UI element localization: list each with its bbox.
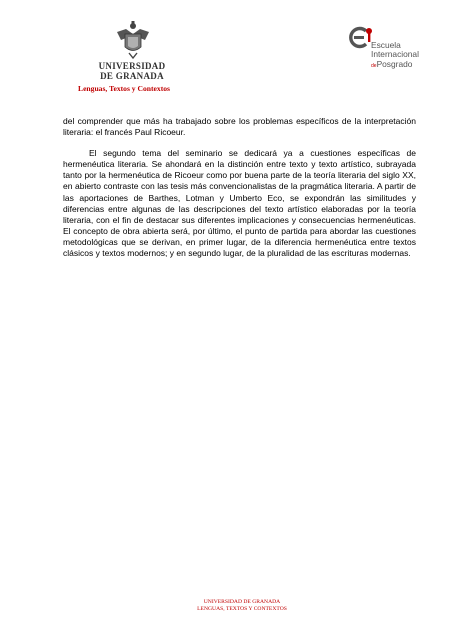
program-title: Lenguas, Textos y Contextos bbox=[78, 84, 170, 93]
escuela-line3 bbox=[371, 60, 419, 71]
page-footer bbox=[0, 599, 450, 613]
footer-program: LENGUAS, TEXTOS Y CONTEXTOS bbox=[197, 605, 287, 612]
escuela-line3-word: Posgrado bbox=[376, 58, 413, 69]
footer-university: UNIVERSIDAD DE GRANADA bbox=[203, 599, 281, 605]
university-name-line1: UNIVERSIDAD bbox=[98, 61, 166, 71]
paragraph-1: del comprender que más ha trabajado sobre los problemas específicos de la interpretación literaria: el francés Paul Ricoeur. bbox=[63, 116, 416, 138]
escuela-posgrado-name bbox=[371, 41, 419, 71]
document-body bbox=[63, 116, 416, 259]
paragraph-2: El segundo tema del seminario se dedicará ya a cuestiones específicas de hermenéutica literaria. Se ahondará en la distinción entre texto y texto artístico, subrayada tanto por la hermenéutica de Ricoeur como por buena parte de la teoría literaria del siglo XX, en abierto contraste con las tesis más convencionalistas de la pragmática literaria. A partir de las aportaciones de Barthes, Lotman y Umberto Eco, se expondrán las similitudes y diferencias entre algunas de las descripciones del texto artístico elaboradas por la teoría literaria, con el fin de destacar sus diferentes implicaciones y consecuencias hermenéuticas. El concepto de obra abierta será, por último, el punto de partida para abordar las cuestiones metodológicas que se derivan, en primer lugar, de la diferencia hermenéutica entre textos clásicos y textos modernos; y en segundo lugar, de la pluralidad de las escrituras modernas. bbox=[63, 148, 416, 259]
escuela-line1: Escuela bbox=[371, 40, 401, 50]
university-name bbox=[82, 61, 182, 81]
university-crest-logo bbox=[113, 20, 153, 60]
escuela-line2: Internacional bbox=[371, 49, 419, 60]
escuela-line3-prefix: de bbox=[371, 62, 377, 69]
university-name-line2: DE GRANADA bbox=[100, 71, 164, 81]
